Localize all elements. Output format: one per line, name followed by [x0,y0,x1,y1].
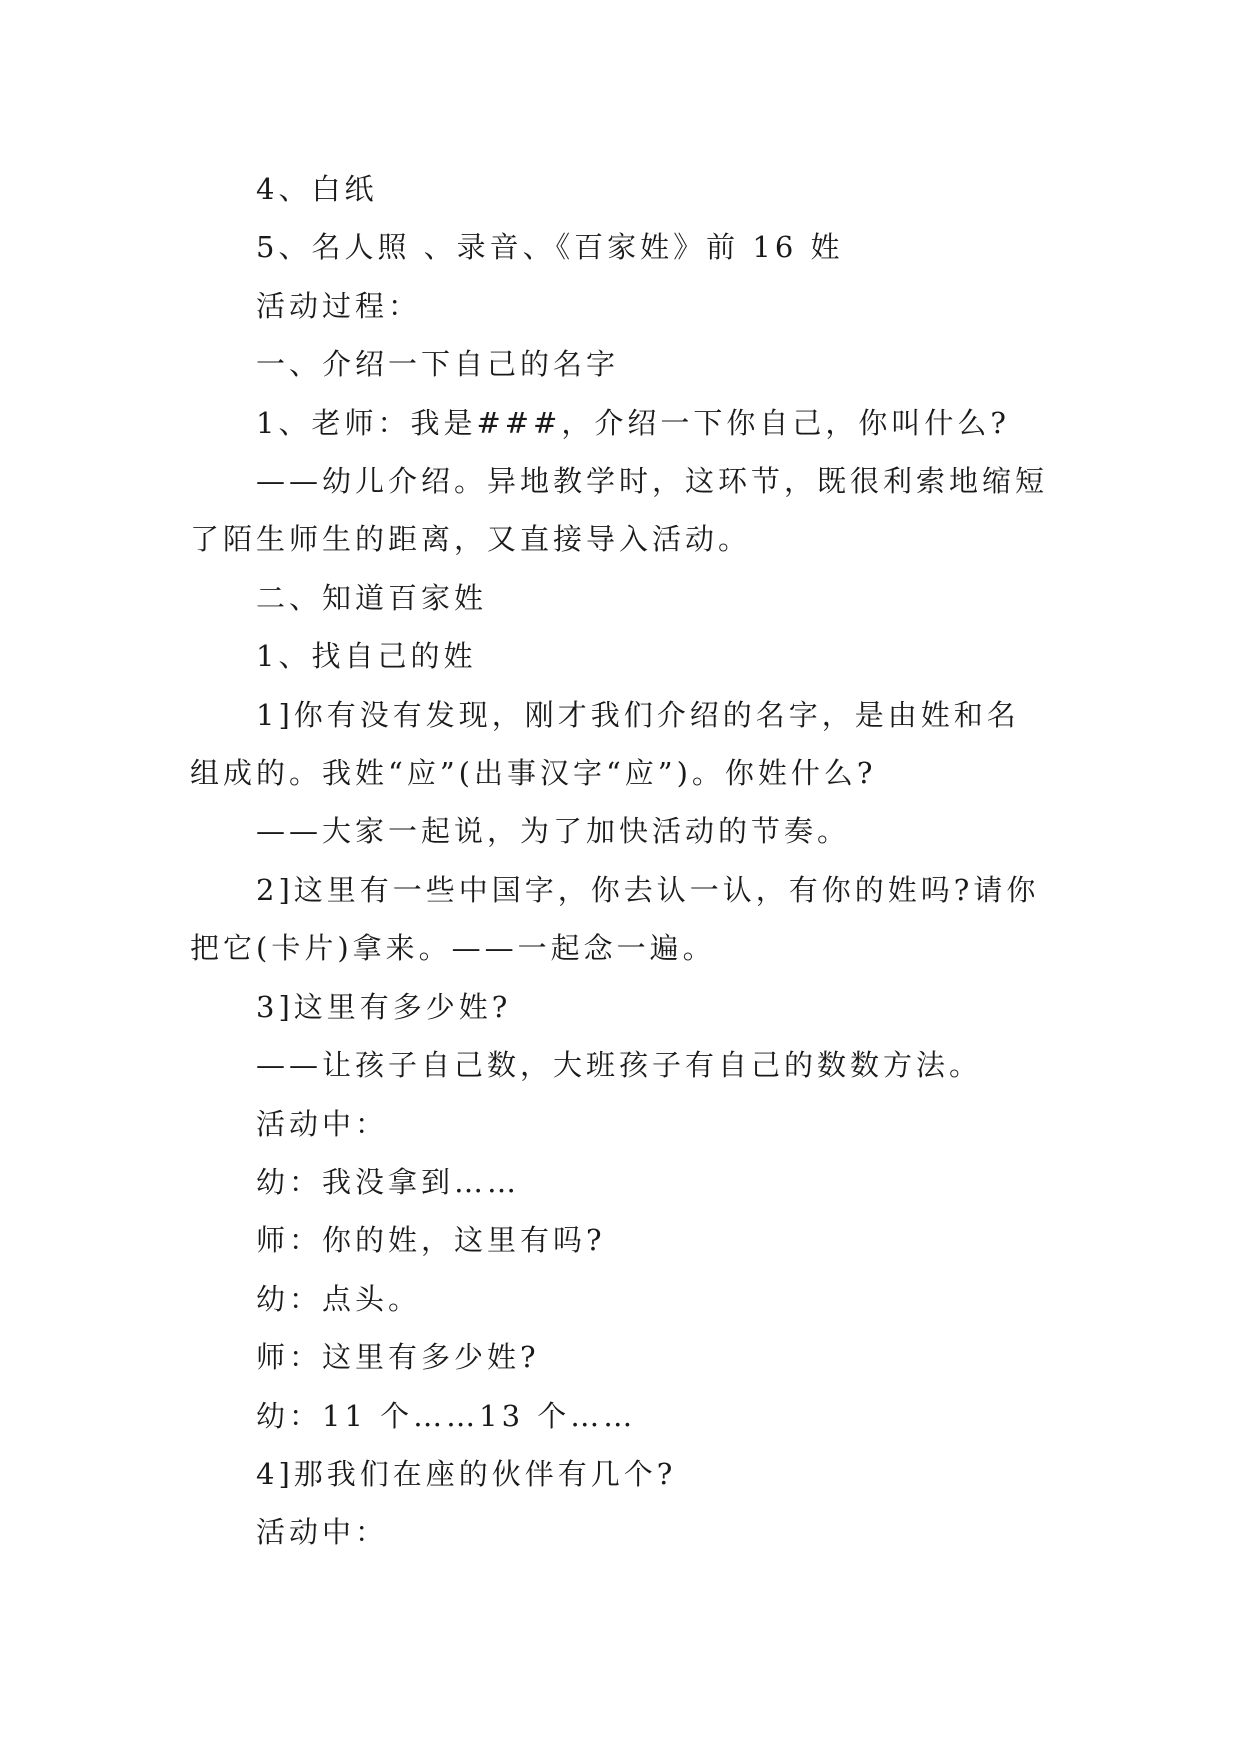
paragraph: 活动中： [256,1106,389,1141]
paragraph: ——让孩子自己数，大班孩子有自己的数数方法。 [256,1048,983,1083]
paragraph: ——大家一起说，为了加快活动的节奏。 [256,814,851,849]
paragraph: 1]你有没有发现，刚才我们介绍的名字，是由姓和名组成的。我姓“应”(出事汉字“应”)。你姓什么? [190,697,1020,791]
dialogue-line: 师：这里有多少姓? [256,1340,540,1375]
dialogue-line: 幼：我没拿到…… [256,1164,521,1199]
paragraph: 活动中： [256,1515,389,1550]
section-heading: 一、介绍一下自己的名字 [256,347,620,382]
dialogue-line: 幼：点头。 [256,1281,422,1316]
paragraph: 1、找自己的姓 [256,639,477,674]
paragraph: 2]这里有一些中国字，你去认一认，有你的姓吗?请你把它(卡片)拿来。——一起念一遍。 [190,872,1040,966]
dialogue-line: 幼：11 个……13 个…… [256,1398,637,1433]
paragraph: 4、白纸 [256,172,378,206]
paragraph: 1、老师：我是###，介绍一下你自己，你叫什么? [256,405,1010,440]
dialogue-line: 师：你的姓，这里有吗? [256,1223,606,1258]
section-heading: 二、知道百家姓 [256,580,488,615]
paragraph: 4]那我们在座的伙伴有几个? [256,1456,677,1491]
paragraph: ——幼儿介绍。异地教学时，这环节，既很利索地缩短了陌生师生的距离，又直接导入活动。 [190,464,1049,557]
paragraph: 活动过程： [256,288,422,323]
document-body [190,160,1050,1562]
paragraph: 5、名人照 、录音、《百家姓》前 16 姓 [256,230,844,265]
paragraph: 3]这里有多少姓? [256,989,512,1024]
